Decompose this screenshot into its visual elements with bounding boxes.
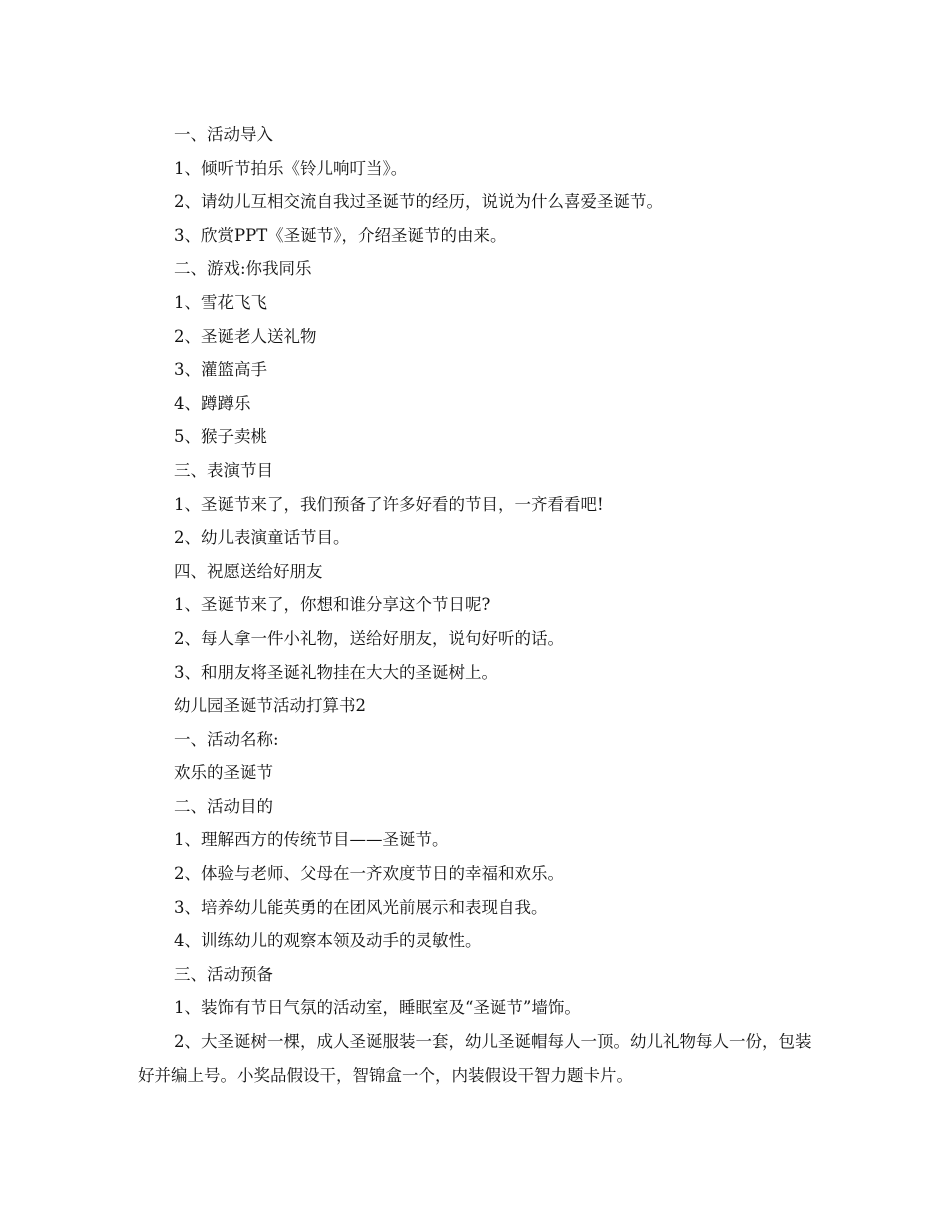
section-heading: 二、活动目的: [174, 796, 273, 816]
list-item: 1、理解西方的传统节目——圣诞节。: [174, 830, 449, 850]
list-item: 1、倾听节拍乐《铃儿响叮当》。: [174, 158, 408, 178]
list-item: 3、灌篮高手: [174, 360, 267, 380]
document-body: [138, 118, 818, 1092]
list-item: 4、训练幼儿的观察本领及动手的灵敏性。: [174, 931, 482, 951]
list-item: 1、圣诞节来了，你想和谁分享这个节日呢?: [174, 595, 491, 615]
list-item: 3、培养幼儿能英勇的在团风光前展示和表现自我。: [174, 897, 548, 917]
list-item: 3、欣赏PPT《圣诞节》，介绍圣诞节的由来。: [174, 225, 507, 245]
section-heading: 一、活动名称:: [174, 729, 279, 749]
list-item: 2、幼儿表演童话节目。: [174, 528, 350, 548]
section-heading: 三、活动预备: [174, 964, 273, 984]
list-item: 3、和朋友将圣诞礼物挂在大大的圣诞树上。: [174, 662, 498, 682]
list-item: 1、圣诞节来了，我们预备了许多好看的节目，一齐看看吧!: [174, 494, 604, 514]
list-item: 2、每人拿一件小礼物，送给好朋友，说句好听的话。: [174, 628, 564, 648]
list-item: 1、雪花飞飞: [174, 292, 267, 312]
list-item: 2、体验与老师、父母在一齐欢度节日的幸福和欢乐。: [174, 864, 564, 884]
list-item: 2、圣诞老人送礼物: [174, 326, 317, 346]
list-item-paragraph: 2、大圣诞树一棵，成人圣诞服装一套，幼儿圣诞帽每人一顶。幼儿礼物每人一份，包装好并编上号。小奖品假设干，智锦盒一个，内装假设干智力题卡片。: [138, 1032, 812, 1085]
document-title: 幼儿园圣诞节活动打算书2: [174, 696, 366, 716]
section-heading: 三、表演节目: [174, 460, 273, 480]
section-heading: 四、祝愿送给好朋友: [174, 561, 323, 581]
list-item: 4、蹲蹲乐: [174, 393, 251, 413]
activity-name: 欢乐的圣诞节: [174, 763, 273, 783]
list-item: 5、猴子卖桃: [174, 427, 267, 447]
list-item: 2、请幼儿互相交流自我过圣诞节的经历，说说为什么喜爱圣诞节。: [174, 192, 663, 212]
section-heading: 二、游戏:你我同乐: [174, 259, 312, 279]
section-heading: 一、活动导入: [174, 125, 273, 144]
list-item: 1、装饰有节日气氛的活动室，睡眠室及“圣诞节”墙饰。: [174, 998, 581, 1018]
